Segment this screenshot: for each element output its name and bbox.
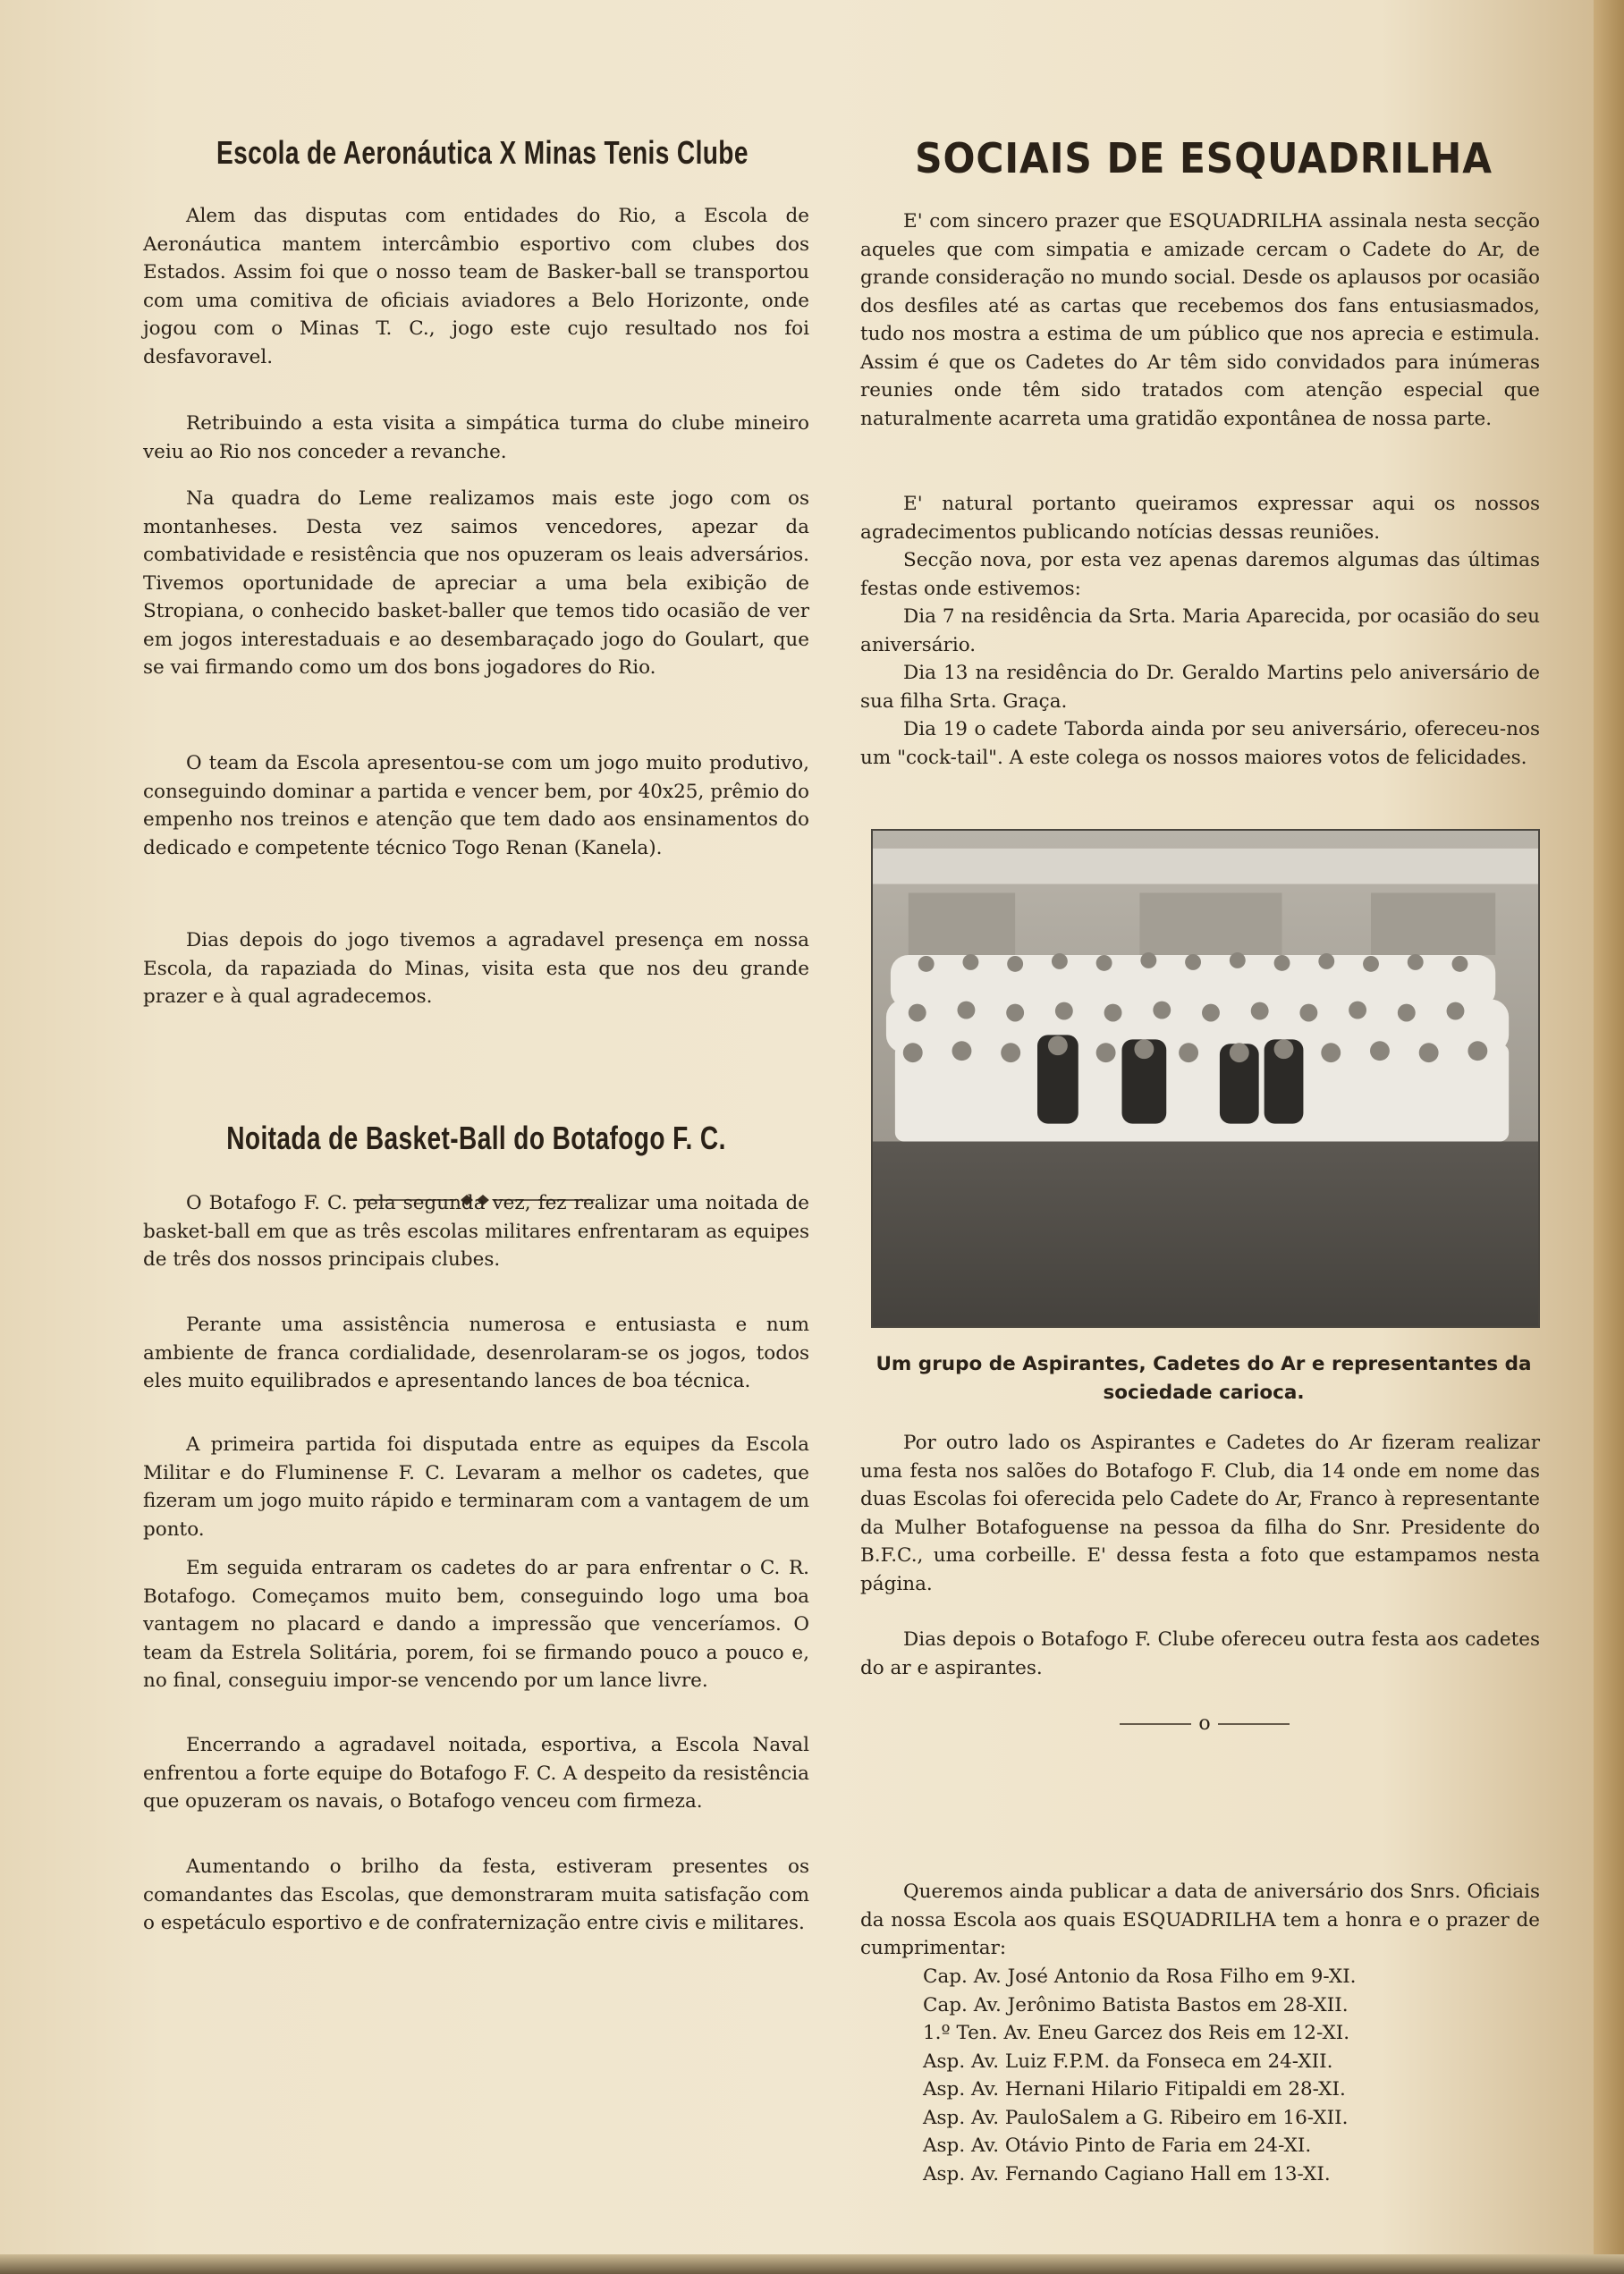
social-paragraph: Dia 7 na residência da Srta. Maria Aparecida, por ocasião do seu aniversário. bbox=[860, 605, 1540, 656]
social-paragraph: Dias depois o Botafogo F. Clube ofereceu outra festa aos cadetes do ar e aspirantes. bbox=[860, 1628, 1540, 1679]
page-spine bbox=[1594, 0, 1624, 2274]
social-paragraph: E' com sincero prazer que ESQUADRILHA assinala nesta secção aqueles que com simpatia e amizade cercam o Cadete do Ar, de grande consideração no mundo social. Desde os aplausos por ocasião dos desfiles até as cartas que recebemos dos fans entusiasmados, tudo nos mostra a estima de um público que nos aprecia e estimula. Assim é que os Cadetes do Ar têm sido convidados para inúmeras reunies onde têm sido tratados com atenção especial que naturalmente acarreta uma gratidão expontânea de nossa parte. bbox=[860, 210, 1540, 430]
article2-paragraph: Perante uma assistência numerosa e entusiasta e num ambiente de franca cordialidade, desenrolaram-se os jogos, todos eles muito equilibrados e apresentando lances de boa técnica. bbox=[143, 1314, 809, 1392]
article1-paragraph: Na quadra do Leme realizamos mais este jogo com os montanheses. Desta vez saimos vencedores, apezar da combatividade e resistência que nos opuzeram os leais adversários. Tivemos oportunidade de apreciar a uma bela exibição de Stropiana, o conhecido basket-baller que temos tido ocasião de ver em jogos interestaduais e ao desembaraçado jogo do Goulart, que se vai firmando como um dos bons jogadores do Rio. bbox=[143, 487, 809, 679]
divider-glyph: o bbox=[1198, 1712, 1211, 1735]
article-title-botafogo: Noitada de Basket-Ball do Botafogo F. C. bbox=[226, 1120, 726, 1156]
page-bottom-edge bbox=[0, 2254, 1624, 2274]
photo-caption: Um grupo de Aspirantes, Cadetes do Ar e representantes da sociedade carioca. bbox=[875, 1353, 1532, 1404]
article2-paragraph: A primeira partida foi disputada entre as equipes da Escola Militar e do Fluminense F. C. Levaram a melhor os cadetes, que fizeram um jogo muito rápido e terminaram com a vantagem de um ponto. bbox=[143, 1433, 809, 1541]
social-paragraph: Por outro lado os Aspirantes e Cadetes do Ar fizeram realizar uma festa nos salões do Botafogo F. Club, dia 14 onde em nome das duas Escolas foi oferecida pelo Cadete do Ar, Franco à representante da Mulher Botafoguense na pessoa da filha do Snr. Presidente do B.F.C., uma corbeille. E' dessa festa a foto que estampamos nesta página. bbox=[860, 1432, 1540, 1595]
social-paragraph: Dia 13 na residência do Dr. Geraldo Martins pelo aniversário de sua filha Srta. Graça. bbox=[860, 662, 1540, 713]
birthday-item: Asp. Av. PauloSalem a G. Ribeiro em 16-XII. bbox=[923, 2106, 1349, 2129]
birthday-list bbox=[923, 1963, 1540, 2188]
birthday-item: Asp. Av. Luiz F.P.M. da Fonseca em 24-XII. bbox=[923, 2050, 1333, 2073]
birthday-item: Cap. Av. Jerônimo Batista Bastos em 28-XII. bbox=[923, 1993, 1349, 2016]
birthday-item: Asp. Av. Hernani Hilario Fitipaldi em 28-XI. bbox=[923, 2078, 1346, 2101]
group-photo bbox=[871, 829, 1540, 1328]
article1-paragraph: Alem das disputas com entidades do Rio, a Escola de Aeronáutica mantem intercâmbio esportivo com clubes dos Estados. Assim foi que o nosso team de Basker-ball se transportou com uma comitiva de oficiais aviadores a Belo Horizonte, onde jogou com o Minas T. C., jogo este cujo resultado nos foi desfavoravel. bbox=[143, 205, 809, 368]
article1-paragraph: Retribuindo a esta visita a simpática turma do clube mineiro veiu ao Rio nos conceder a revanche. bbox=[143, 412, 809, 463]
article-title-aeronautica: Escola de Aeronáutica X Minas Tenis Clube bbox=[216, 134, 749, 171]
birthday-item: 1.º Ten. Av. Eneu Garcez dos Reis em 12-XI. bbox=[923, 2022, 1350, 2044]
circle-divider bbox=[1120, 1710, 1290, 1737]
section-title-sociais: SOCIAIS DE ESQUADRILHA bbox=[915, 134, 1493, 182]
birthday-intro: Queremos ainda publicar a data de aniversário dos Snrs. Oficiais da nossa Escola aos quais ESQUADRILHA tem a honra e o prazer de cumprimentar: bbox=[860, 1881, 1540, 1959]
social-paragraph: Dia 19 o cadete Taborda ainda por seu aniversário, ofereceu-nos um "cock-tail". A este colega os nossos maiores votos de felicidades. bbox=[860, 718, 1540, 769]
article1-paragraph: O team da Escola apresentou-se com um jogo muito produtivo, conseguindo dominar a partida e vencer bem, por 40x25, prêmio do empenho nos treinos e atenção que tem dado aos ensinamentos do dedicado e competente técnico Togo Renan (Kanela). bbox=[143, 752, 809, 859]
social-paragraph: Secção nova, por esta vez apenas daremos algumas das últimas festas onde estivemos: bbox=[860, 549, 1540, 600]
birthday-item: Asp. Av. Otávio Pinto de Faria em 24-XI. bbox=[923, 2135, 1312, 2157]
article2-paragraph: O Botafogo F. C. pela segunda vez, fez realizar uma noitada de basket-ball em que as três escolas militares enfrentaram as equipes de três dos nossos principais clubes. bbox=[143, 1192, 809, 1271]
birthday-item: Asp. Av. Fernando Cagiano Hall em 13-XI. bbox=[923, 2162, 1331, 2185]
birthday-item: Cap. Av. José Antonio da Rosa Filho em 9-XI. bbox=[923, 1965, 1357, 1988]
article1-paragraph: Dias depois do jogo tivemos a agradavel presença em nossa Escola, da rapaziada do Minas, visita esta que nos deu grande prazer e à qual agradecemos. bbox=[143, 929, 809, 1008]
social-paragraph: E' natural portanto queiramos expressar aqui os nossos agradecimentos publicando notícias dessas reuniões. bbox=[860, 493, 1540, 544]
article2-paragraph: Em seguida entraram os cadetes do ar para enfrentar o C. R. Botafogo. Começamos muito bem, conseguindo logo uma boa vantagem no placard e dando a impressão que venceríamos. O team da Estrela Solitária, porem, foi se firmando pouco a pouco e, no final, conseguiu impor-se vencendo por um lance livre. bbox=[143, 1557, 809, 1692]
article2-paragraph: Aumentando o brilho da festa, estiveram presentes os comandantes das Escolas, que demonstraram muita satisfação com o espetáculo esportivo e de confraternização entre civis e militares. bbox=[143, 1856, 809, 1934]
article2-paragraph: Encerrando a agradavel noitada, esportiva, a Escola Naval enfrentou a forte equipe do Botafogo F. C. A despeito da resistência que opuzeram os navais, o Botafogo venceu com firmeza. bbox=[143, 1734, 809, 1813]
